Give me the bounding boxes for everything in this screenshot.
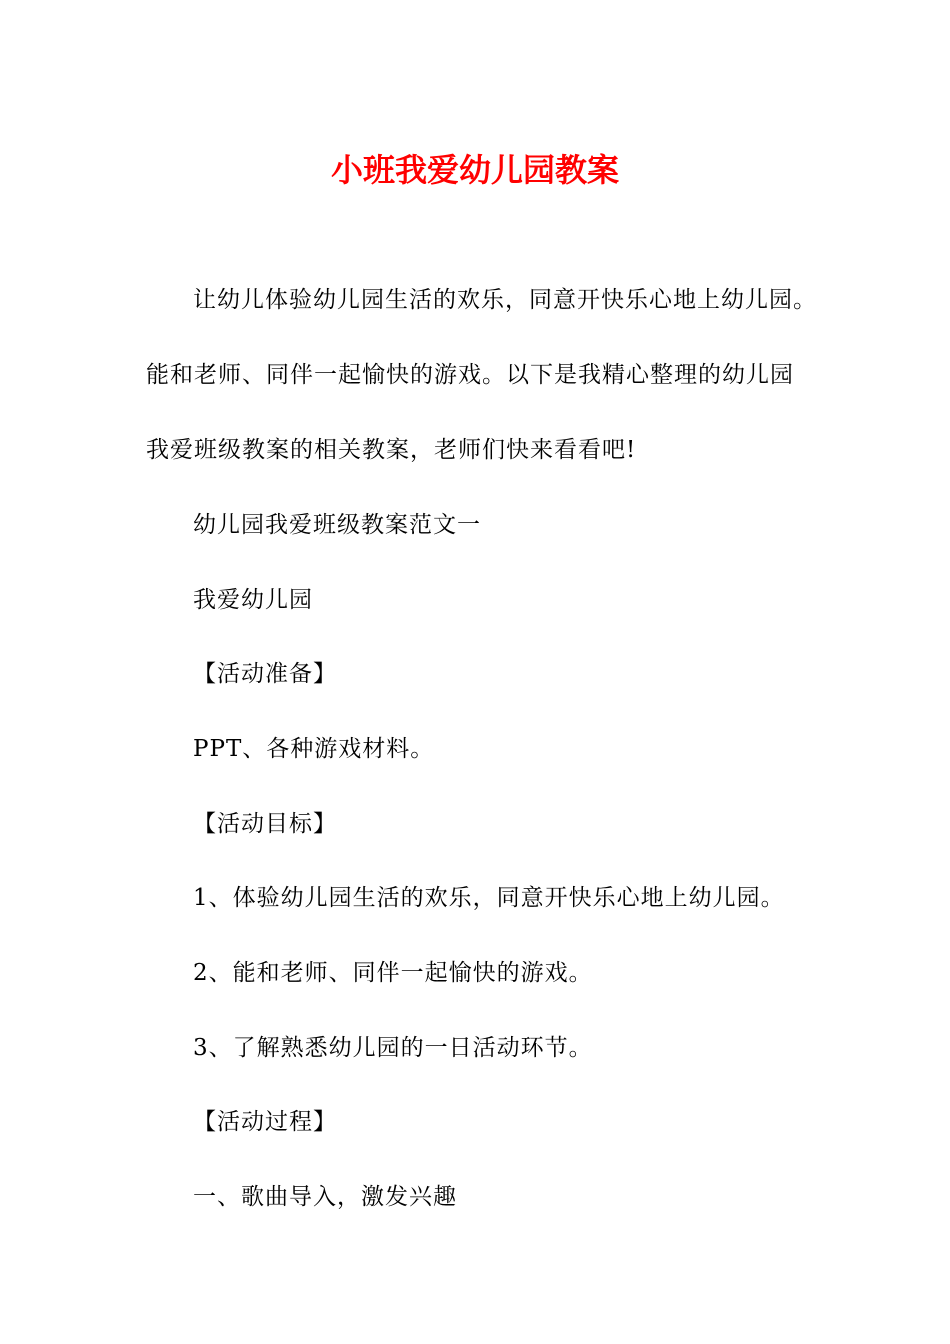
process-step-1: 一、歌曲导入，激发兴趣 [193, 1184, 457, 1210]
intro-line-3: 我爱班级教案的相关教案，老师们快来看看吧! [146, 437, 637, 463]
intro-line-2: 能和老师、同伴一起愉快的游戏。以下是我精心整理的幼儿园 [146, 362, 794, 388]
preparation-materials: PPT、各种游戏材料。 [193, 736, 435, 762]
heading-activity-preparation: 【活动准备】 [193, 661, 337, 687]
section-title-sample-one: 幼儿园我爱班级教案范文一 [193, 512, 481, 538]
intro-line-1: 让幼儿体验幼儿园生活的欢乐，同意开快乐心地上幼儿园。 [193, 287, 817, 313]
lesson-title: 我爱幼儿园 [193, 587, 313, 613]
goal-item-2: 2、能和老师、同伴一起愉快的游戏。 [193, 960, 593, 986]
heading-activity-goals: 【活动目标】 [193, 811, 337, 837]
goal-item-3: 3、了解熟悉幼儿园的一日活动环节。 [193, 1035, 593, 1061]
document-title: 小班我爱幼儿园教案 [330, 151, 619, 189]
goal-item-1: 1、体验幼儿园生活的欢乐，同意开快乐心地上幼儿园。 [193, 885, 785, 911]
heading-activity-process: 【活动过程】 [193, 1109, 337, 1135]
